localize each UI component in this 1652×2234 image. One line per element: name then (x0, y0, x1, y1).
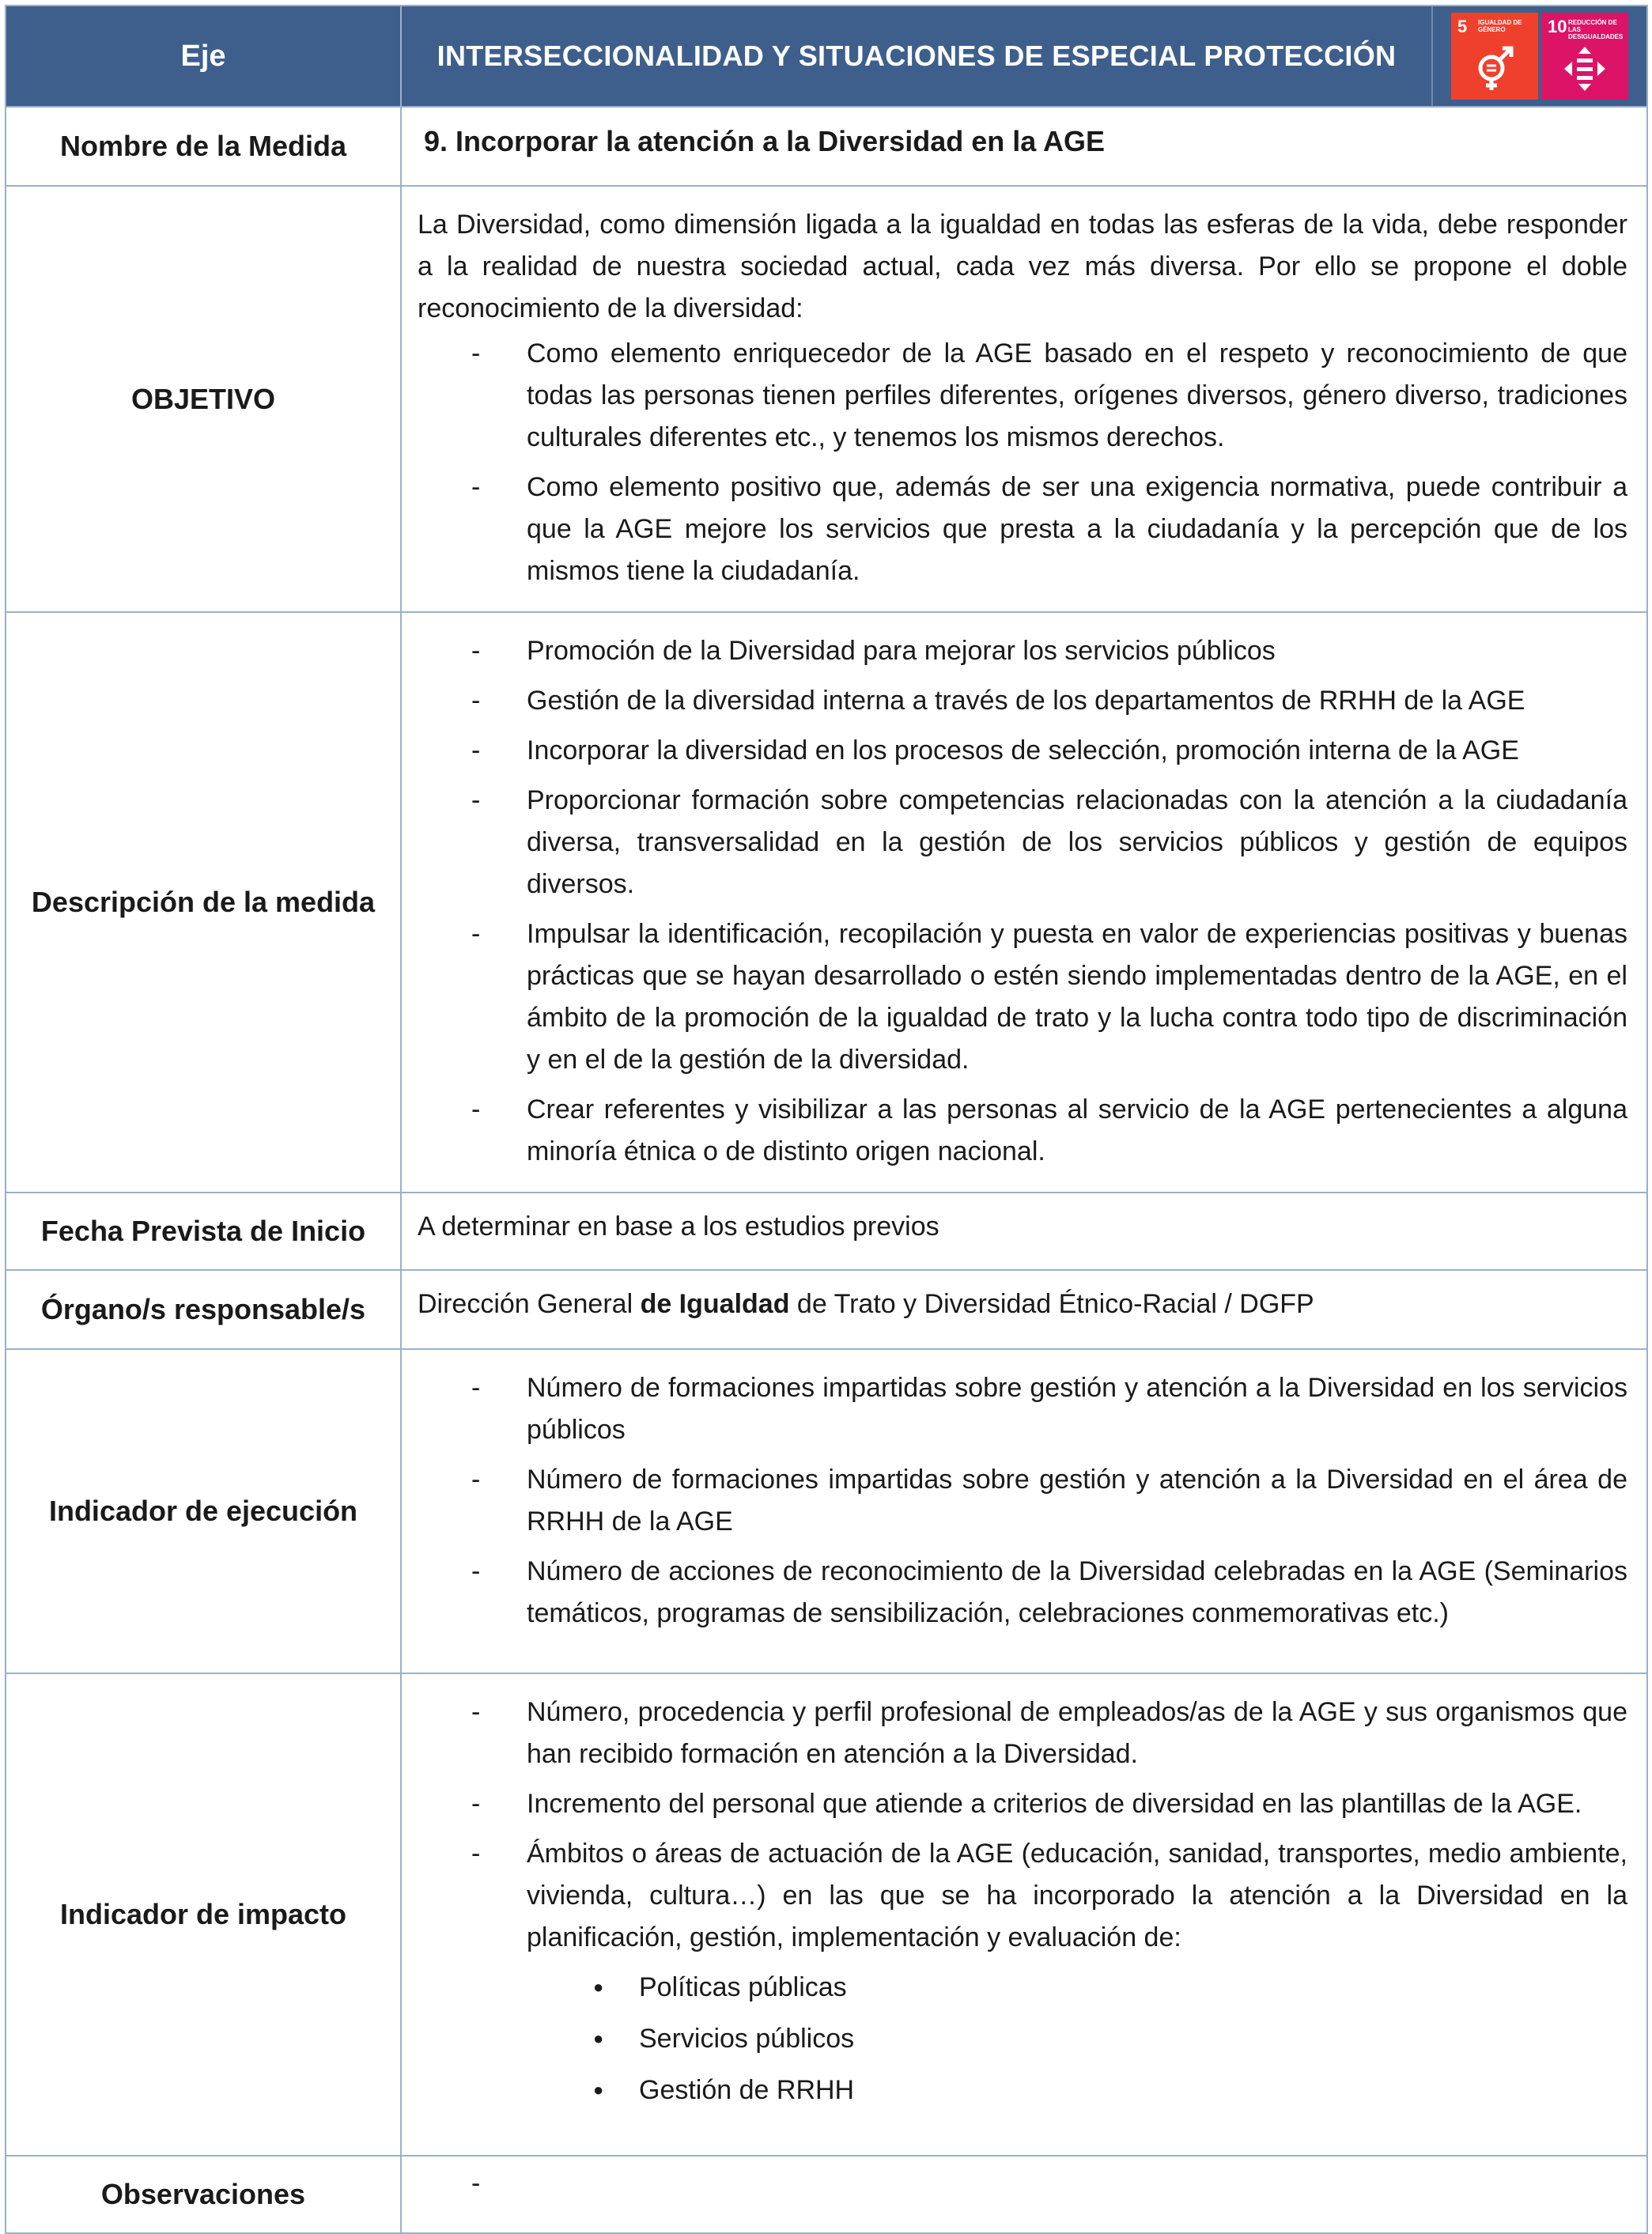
list-item: ● Políticas públicas (418, 1967, 1627, 2009)
impacto-list (418, 1692, 1627, 1959)
row-impacto (6, 1673, 1647, 2156)
list-item: - Como elemento enriquecedor de la AGE basado en el respeto y reconocimiento de que todas las personas tienen perfiles diferentes, orígenes diversos, género diverso, tradiciones culturales diferentes etc., y tenemos los mismos derechos. (418, 333, 1627, 459)
list-item: - Número de formaciones impartidas sobre gestión y atención a la Diversidad en el área de RRHH de la AGE (418, 1459, 1627, 1543)
header-row (6, 6, 1647, 107)
nombre-label: Nombre de la Medida (6, 107, 401, 186)
reduced-inequalities-icon (1561, 44, 1609, 92)
gender-equality-icon (1471, 44, 1518, 92)
nombre-value: 9. Incorporar la atención a la Diversidad en la AGE (424, 125, 1105, 157)
list-item: - Gestión de la diversidad interna a través de los departamentos de RRHH de la AGE (418, 680, 1627, 722)
list-item: ● Servicios públicos (418, 2018, 1627, 2060)
descripcion-label: Descripción de la medida (6, 612, 401, 1193)
row-observaciones (6, 2156, 1647, 2233)
observaciones-value: - (471, 2168, 481, 2198)
list-item: - Proporcionar formación sobre competencias relacionadas con la atención a la ciudadanía diversa, transversalidad en la gestión de los servicios públicos y gestión de equipos diversos. (418, 780, 1627, 905)
row-fecha (6, 1193, 1647, 1270)
objetivo-intro: La Diversidad, como dimensión ligada a la igualdad en todas las esferas de la vida, debe responder a la realidad de nuestra sociedad actual, cada vez más diversa. Por ello se propone el doble reconocimiento de la diversidad: (418, 210, 1627, 323)
eje-title: INTERSECCIONALIDAD Y SITUACIONES DE ESPECIAL PROTECCIÓN (402, 6, 1433, 106)
list-item: - Impulsar la identificación, recopilación y puesta en valor de experiencias positivas y buenas prácticas que se hayan desarrollado o estén siendo implementadas dentro de la AGE, en el ámbito de la promoción de la igualdad de trato y la lucha contra todo tipo de discriminación y en el de la gestión de la diversidad. (418, 913, 1627, 1081)
sdg-10-badge: 10 REDUCCIÓN DE LAS DESIGUALDADES (1541, 13, 1628, 100)
list-item: - Incorporar la diversidad en los procesos de selección, promoción interna de la AGE (418, 730, 1627, 772)
list-item: ● Gestión de RRHH (418, 2070, 1627, 2111)
impacto-label: Indicador de impacto (6, 1673, 401, 2156)
list-item: - Crear referentes y visibilizar a las personas al servicio de la AGE pertenecientes a alguna minoría étnica o de distinto origen nacional. (418, 1089, 1627, 1173)
list-item: - Número de acciones de reconocimiento de la Diversidad celebradas en la AGE (Seminarios temáticos, programas de sensibilización, celebraciones conmemorativas etc.) (418, 1551, 1627, 1635)
list-item: - Número de formaciones impartidas sobre gestión y atención a la Diversidad en los servicios públicos (418, 1367, 1627, 1451)
ejecucion-label: Indicador de ejecución (6, 1349, 401, 1673)
row-ejecucion (6, 1349, 1647, 1673)
list-item: - Número, procedencia y perfil profesional de empleados/as de la AGE y sus organismos que han recibido formación en atención a la Diversidad. (418, 1692, 1627, 1775)
fecha-value: A determinar en base a los estudios previos (418, 1212, 939, 1242)
observaciones-label: Observaciones (6, 2156, 401, 2233)
list-item: - Ámbitos o áreas de actuación de la AGE (educación, sanidad, transportes, medio ambiente, vivienda, cultura…) en las que se ha incorporado la atención a la Diversidad en la planificación, gestión, implementación y evaluación de: (418, 1833, 1627, 1959)
measure-table (5, 5, 1648, 2234)
measure-sheet (5, 5, 1646, 2234)
row-organo (6, 1270, 1647, 1349)
sdg-badges (1433, 13, 1646, 100)
impacto-sublist (418, 1967, 1627, 2111)
eje-cell (401, 6, 1647, 107)
list-item: - Como elemento positivo que, además de ser una exigencia normativa, puede contribuir a que la AGE mejore los servicios que presta a la ciudadanía y la percepción que de los mismos tiene la ciudadanía. (418, 467, 1627, 592)
organo-label: Órgano/s responsable/s (6, 1270, 401, 1349)
row-objetivo (6, 186, 1647, 612)
list-item: - Promoción de la Diversidad para mejorar los servicios públicos (418, 630, 1627, 672)
row-nombre (6, 107, 1647, 186)
list-item: - Incremento del personal que atiende a criterios de diversidad en las plantillas de la AGE. (418, 1783, 1627, 1825)
sdg-5-badge: 5 IGUALDAD DE GÉNERO (1451, 13, 1538, 100)
fecha-label: Fecha Prevista de Inicio (6, 1193, 401, 1270)
objetivo-list (418, 333, 1627, 592)
objetivo-label: OBJETIVO (6, 186, 401, 612)
eje-label: Eje (6, 6, 401, 107)
descripcion-list (418, 630, 1627, 1173)
row-descripcion (6, 612, 1647, 1193)
organo-value: Dirección General de Igualdad de Trato y Diversidad Étnico-Racial / DGFP (418, 1289, 1314, 1319)
ejecucion-list (418, 1367, 1627, 1635)
